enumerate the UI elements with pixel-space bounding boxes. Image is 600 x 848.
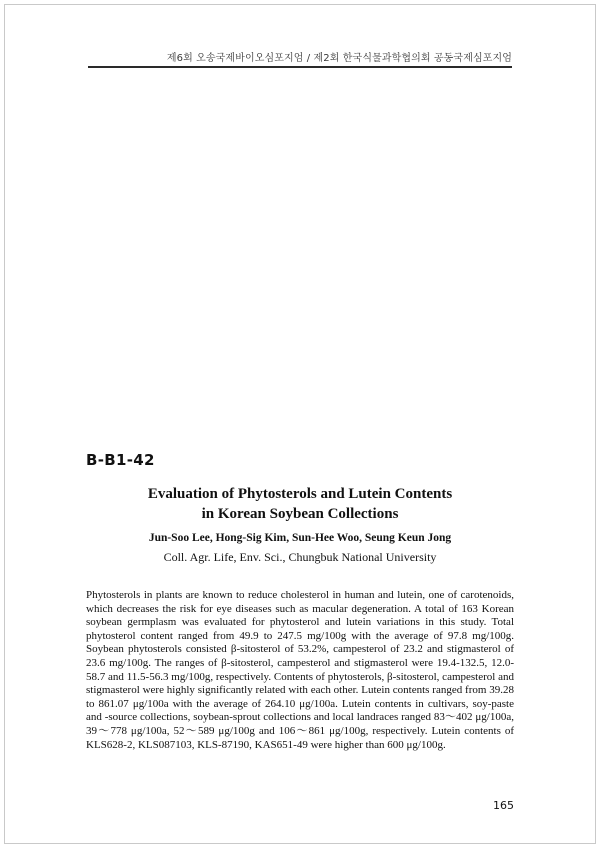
abstract-body: Phytosterols in plants are known to reduce cholesterol in human and lutein, one of carotenoids, which decreases the risk for eye diseases such as macular degeneration. A total of 163 Korean soybean germplasm was evaluated for phytosterol and lutein variations in this study. Total phytosterol content ranged from 49.9 to 247.5 mg/100g with the average of 97.8 mg/100g. Soybean phytosterols consisted β-sitosterol of 53.2%, campesterol of 23.2 and stigmasterol of 23.6 mg/100g. The ranges of β-sitosterol, campesterol and stigmasterol were 19.4-132.5, 12.0-58.7 and 11.5-56.3 mg/100g, respectively. Contents of phytosterols, β-sitosterol, campesterol and stigmasterol were highly significantly related with each other. Lutein contents ranged from 39.28 to 861.07 μg/100a with the average of 264.10 μg/100a. Lutein contents in cultivars, soy-paste and -source collections, soybean-sprout collections and local landraces ranged 83～402 μg/100a, 39～778 μg/100a, 52～589 μg/100g and 106～861 μg/100g, respectively. Lutein contents of KLS628-2, KLS087103, KLS-87190, KAS651-49 were higher than 600 μg/100g. [86,589,514,751]
affiliation: Coll. Agr. Life, Env. Sci., Chungbuk National University [163,550,437,564]
header-rule [88,66,512,68]
page-number: 165 [493,799,514,812]
paper-title-line-2: in Korean Soybean Collections [201,506,399,522]
author-list: Jun-Soo Lee, Hong-Sig Kim, Sun-Hee Woo, Seung Keun Jong [148,532,452,544]
abstract-code: B-B1-42 [86,451,155,469]
running-header: 제6회 오송국제바이오심포지엄 / 제2회 한국식물과학협의회 공동국제심포지엄 [166,53,512,64]
paper-title-line-1: Evaluation of Phytosterols and Lutein Contents [147,486,453,502]
